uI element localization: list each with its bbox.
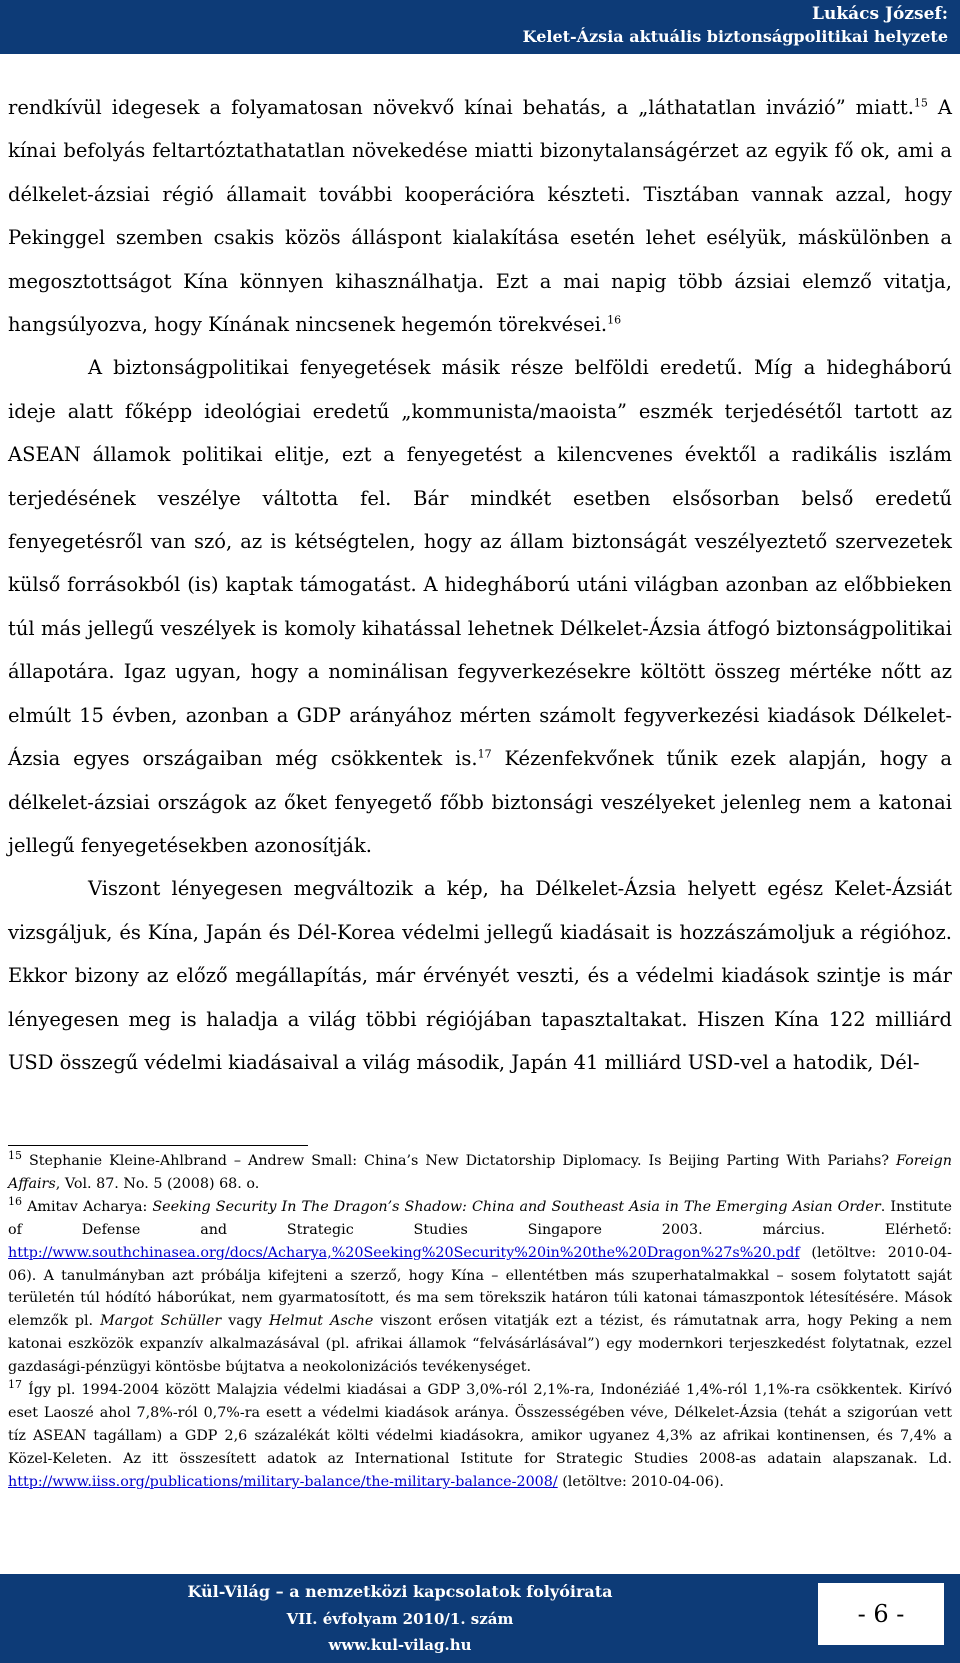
footnote-16-after1: (letöltve: 2010-04-06). A tanulmányban azt próbálja kifejteni a szerző, hogy Kína – ellentétben más szuperhatalmakkal – sosem folytatott saját területén túl hódító háborúkat, nem gyarmatosított, és ma sem törekszik határon túli katonai támaszpontok létesítésére. Mások elemzők pl. <box>8 1244 952 1330</box>
paragraph-1 <box>8 86 952 346</box>
article-body <box>8 86 952 1084</box>
footnote-ref-15[interactable]: 15 <box>913 96 928 110</box>
footnote-16-vagy: vagy <box>221 1313 270 1330</box>
paragraph-2-text-b: Kézenfekvőnek tűnik ezek alapján, hogy a délkelet-ázsiai országok az őket fenyegető főbb biztonsági veszélyeket jelenleg nem a katonai jellegű fenyegetésekben azonosítják. <box>8 747 952 857</box>
header-author: Lukács József: <box>812 4 948 24</box>
footnote-17 <box>8 1379 952 1494</box>
footnote-ref-17[interactable]: 17 <box>477 747 492 761</box>
running-footer <box>0 1574 960 1663</box>
footnote-17-after: (letöltve: 2010-04-06). <box>557 1473 724 1490</box>
footnote-17-link[interactable]: http://www.iiss.org/publications/military-balance/the-military-balance-2008/ <box>8 1473 558 1490</box>
footnote-16-mid: . Institute of Defense and Strategic Studies Singapore 2003. március. Elérhető: <box>8 1198 952 1238</box>
page-number: - 6 - <box>818 1583 944 1645</box>
footnote-separator <box>8 1145 308 1146</box>
footnote-16-name2: Helmut Asche <box>269 1313 374 1330</box>
running-header <box>0 0 960 54</box>
footnote-ref-16[interactable]: 16 <box>607 313 622 327</box>
footer-journal: Kül-Világ – a nemzetközi kapcsolatok folyóirata <box>187 1582 613 1601</box>
paragraph-1-text-b: A kínai befolyás feltartóztathatatlan növekedése miatti bizonytalanságérzet az egyik fő ok, ami a délkelet-ázsiai régió államait további kooperációra készteti. Tisztában vannak azzal, hogy Pekinggel szemben csakis közös álláspont kialakítása esetén lehet esélyük, máskülönben a megosztottságot Kína könnyen kihasználhatja. Ezt a mai napig több ázsiai elemző vitatja, hangsúlyozva, hogy Kínának nincsenek hegemón törekvései. <box>8 96 953 337</box>
footnote-15-text: Stephanie Kleine-Ahlbrand – Andrew Small: China’s New Dictatorship Diplomacy. Is Beijing Parting With Pariahs? <box>22 1153 897 1169</box>
paragraph-2 <box>8 346 952 867</box>
footnote-16-after2: viszont erősen vitatják ezt a tézist, és rámutatnak arra, hogy Peking a nem katonai eszközök expanzív alkalmazásával (pl. afrikai államok “felvásárlásával”) egy modernkori terjeszkedést folytatnak, ezzel gazdasági-pénzügyi köntösbe bújtatva a neokolonizációs tevékenységet. <box>8 1313 952 1376</box>
footnote-17-number: 17 <box>8 1378 22 1392</box>
footnotes <box>8 1150 952 1494</box>
footer-volume: VII. évfolyam 2010/1. szám <box>286 1610 514 1628</box>
footnote-17-text: Így pl. 1994-2004 között Malajzia védelmi kiadásai a GDP 3,0%-ról 2,1%-ra, Indonéziáé 1,4%-ról 1,1%-ra csökkentek. Kirívó eset Laoszé ahol 7,8%-ról 0,7%-ra esett a védelmi kiadások aránya. Összességében véve, Délkelet-Ázsia (tehát a szigorúan vett tíz ASEAN tagállam) a GDP 2,6 százalékát költi védelmi kiadásokra, amikor ugyanez 4,3% az afrikai kontinensen, és 7,4% a Közel-Keleten. Az itt összesített adatok az International Istitute for Strategic Studies 2008-as adatain alapszanak. Ld. <box>8 1382 952 1467</box>
paragraph-3: Viszont lényegesen megváltozik a kép, ha Délkelet-Ázsia helyett egész Kelet-Ázsiát vizsgáljuk, és Kína, Japán és Dél-Korea védelmi jellegű kiadásait is hozzászámoljuk a régióhoz. Ekkor bizony az előző megállapítás, már érvényét veszti, és a védelmi kiadások szintje is már lényegesen meg is haladja a világ többi régiójában tapasztaltakat. Hiszen Kína 122 milliárd USD összegű védelmi kiadásaival a világ második, Japán 41 milliárd USD-vel a hatodik, Dél- <box>8 877 952 1074</box>
paragraph-2-text-a: A biztonságpolitikai fenyegetések másik része belföldi eredetű. Míg a hidegháború ideje alatt főképp ideológiai eredetű „kommunista/maoista” eszmék terjedésétől tartott az ASEAN államok politikai elitje, ezt a fenyegetést a kilencvenes évektől a radikális iszlám terjedésének veszélye váltotta fel. Bár mindkét esetben elsősorban belső eredetű fenyegetésről van szó, az is kétségtelen, hogy az állam biztonságát veszélyeztető szervezetek külső forrásokból (is) kaptak támogatást. A hidegháború utáni világban azonban az előbbieken túl más jellegű veszélyek is komoly kihatással lehetnek Délkelet-Ázsia átfogó biztonságpolitikai állapotára. Igaz ugyan, hogy a nominálisan fegyverkezésekre költött összeg mértéke nőtt az elmúlt 15 évben, azonban a GDP arányához mérten számolt fegyverkezési kiadások Délkelet-Ázsia egyes országaiban még csökkentek is. <box>8 356 952 771</box>
footnote-15-rest: , Vol. 87. No. 5 (2008) 68. o. <box>55 1175 260 1192</box>
footnote-16-number: 16 <box>8 1195 22 1209</box>
footnote-15-number: 15 <box>8 1149 22 1163</box>
footnote-15 <box>8 1150 952 1196</box>
footnote-16-name1: Margot Schüller <box>100 1313 222 1330</box>
paragraph-1-text-a: rendkívül idegesek a folyamatosan növekvő kínai behatás, a „láthatatlan invázió” miatt. <box>8 96 914 119</box>
footnote-16 <box>8 1196 952 1379</box>
footnote-16-link[interactable]: http://www.southchinasea.org/docs/Acharya,%20Seeking%20Security%20in%20the%20Dragon%27s%20.pdf <box>8 1244 800 1261</box>
header-title: Kelet-Ázsia aktuális biztonságpolitikai helyzete <box>522 27 948 46</box>
footnote-15-journal: Foreign Affairs <box>8 1153 952 1192</box>
footnote-16-title: Seeking Security In The Dragon’s Shadow: China and Southeast Asia in The Emerging Asian Order <box>152 1198 881 1215</box>
footnote-16-pre: Amitav Acharya: <box>22 1198 153 1215</box>
footer-website-link[interactable]: www.kul-vilag.hu <box>328 1636 472 1654</box>
